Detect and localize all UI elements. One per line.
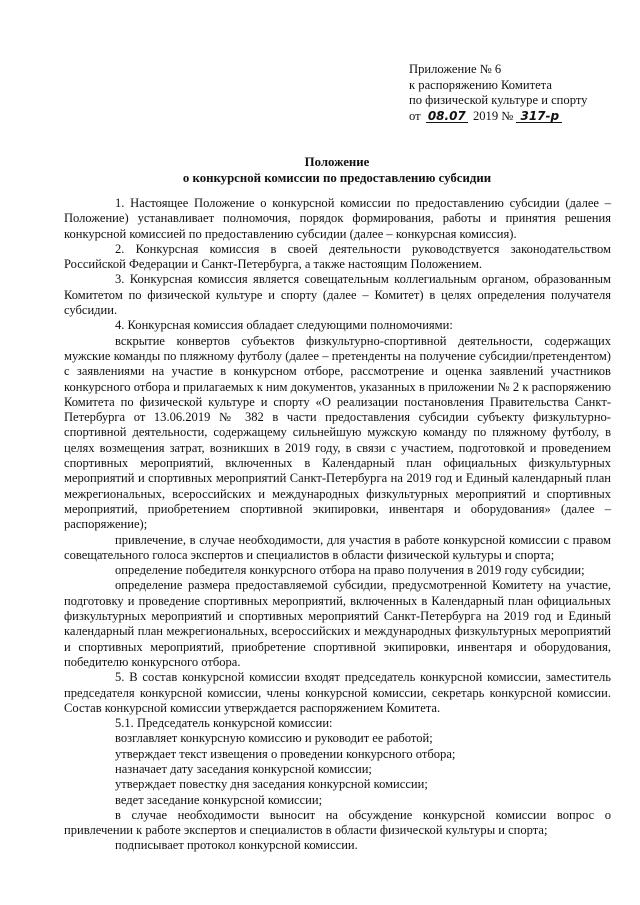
appendix-header bbox=[409, 62, 587, 124]
document-subtitle: о конкурсной комиссии по предоставлению субсидии bbox=[182, 171, 492, 185]
appendix-line-2: к распоряжению Комитета bbox=[409, 77, 552, 92]
chairman-duty-2: утверждает текст извещения о проведении конкурсного отбора; bbox=[115, 746, 456, 761]
paragraph-4-item-2: привлечение, в случае необходимости, для участия в работе конкурсной комиссии с правом совещательного голоса экспертов и специалистов в области физической культуры и спорта; bbox=[64, 532, 611, 562]
paragraph-3: 3. Конкурсная комиссия является совещательным коллегиальным органом, образованным Комитетом по физической культуре и спорту (далее – Комитет) в целях определения получателя субсидии. bbox=[64, 272, 611, 318]
handwritten-number: 317-р bbox=[516, 110, 562, 123]
document-body bbox=[64, 196, 611, 854]
handwritten-date: 08.07 bbox=[426, 110, 468, 123]
paragraph-2: 2. Конкурсная комиссия в своей деятельности руководствуется законодательством Российской Федерации и Санкт-Петербурга, а также настоящим Положением. bbox=[64, 241, 611, 272]
paragraph-5-1: 5.1. Председатель конкурсной комиссии: bbox=[115, 716, 333, 731]
chairman-duty-6: в случае необходимости выносит на обсуждение конкурсной комиссии вопрос о привлечении к работе экспертов и специалистов в области физической культуры и спорта; bbox=[64, 807, 611, 838]
paragraph-4: 4. Конкурсная комиссия обладает следующими полномочиями: bbox=[115, 318, 453, 333]
date-prefix: от bbox=[409, 108, 421, 123]
paragraph-5: 5. В состав конкурсной комиссии входят председатель конкурсной комиссии, заместитель председателя конкурсной комиссии, члены конкурсной комиссии, секретарь конкурсной комиссии. Состав конкурсной комиссии утверждается распоряжением Комитета. bbox=[64, 670, 611, 715]
year-number-text: 2019 № bbox=[472, 108, 514, 123]
appendix-line-3: по физической культуре и спорту bbox=[409, 93, 588, 107]
chairman-duty-4: утверждает повестку дня заседания конкурсной комиссии; bbox=[115, 777, 428, 792]
appendix-line-1: Приложение № 6 bbox=[409, 62, 502, 76]
paragraph-4-item-3: определение победителя конкурсного отбора на право получения в 2019 году субсидии; bbox=[115, 563, 585, 578]
paragraph-1: 1. Настоящее Положение о конкурсной комиссии по предоставлению субсидии (далее – Положение) устанавливает полномочия, порядок формирования, работы и принятия решения конкурсной комиссией по предоставлению субсидии (далее – конкурсная комиссия). bbox=[64, 196, 611, 241]
paragraph-4-item-4: определение размера предоставляемой субсидии, предусмотренной Комитету на участие, подготовку и проведение спортивных мероприятий, включенных в Календарный план официальных физкультурных мероприятий и спортивных мероприятий Санкт-Петербурга на 2019 год и Единый календарный план межрегиональных, всероссийских и международных физкультурных мероприятий и спортивных мероприятий, приобретение спортивной экипировки, инвентаря и оборудования, победителю конкурсного отбора. bbox=[64, 578, 611, 669]
appendix-date-line bbox=[409, 109, 587, 125]
paragraph-4-item-1: вскрытие конвертов субъектов физкультурно-спортивной деятельности, содержащих мужские команды по пляжному футболу (далее – претенденты на получение субсидии/претендентом) с заявлениями на участие в конкурсном отборе, рассмотрение и оценка заявлений участников конкурсного отбора и прилагаемых к ним документов, указанных в приложении № 2 к распоряжению Комитета по физической культуре и спорту «О реализации постановления Правительства Санкт-Петербурга от 13.06.2019 № 382 в части предоставления субсидии субъекту физкультурно-спортивной деятельности, содержащему сильнейшую мужскую команду по пляжному футболу, в целях возмещения затрат, возникших в 2019 году, в связи с участием, подготовкой и проведением спортивных мероприятий, включенных в Календарный план официальных физкультурных мероприятий и спортивных мероприятий Санкт-Петербурга на 2019 год и Единый календарный план межрегиональных, всероссийских и международных физкультурных мероприятий и спортивных мероприятий, приобретением спортивной экипировки, инвентаря и оборудования» (далее – распоряжение); bbox=[64, 333, 611, 532]
document-title: Положение bbox=[304, 155, 370, 169]
chairman-duty-3: назначает дату заседания конкурсной комиссии; bbox=[115, 761, 372, 776]
chairman-duty-5: ведет заседание конкурсной комиссии; bbox=[115, 792, 323, 807]
chairman-duty-1: возглавляет конкурсную комиссию и руководит ее работой; bbox=[115, 731, 433, 746]
chairman-duty-7: подписывает протокол конкурсной комиссии. bbox=[115, 838, 358, 853]
